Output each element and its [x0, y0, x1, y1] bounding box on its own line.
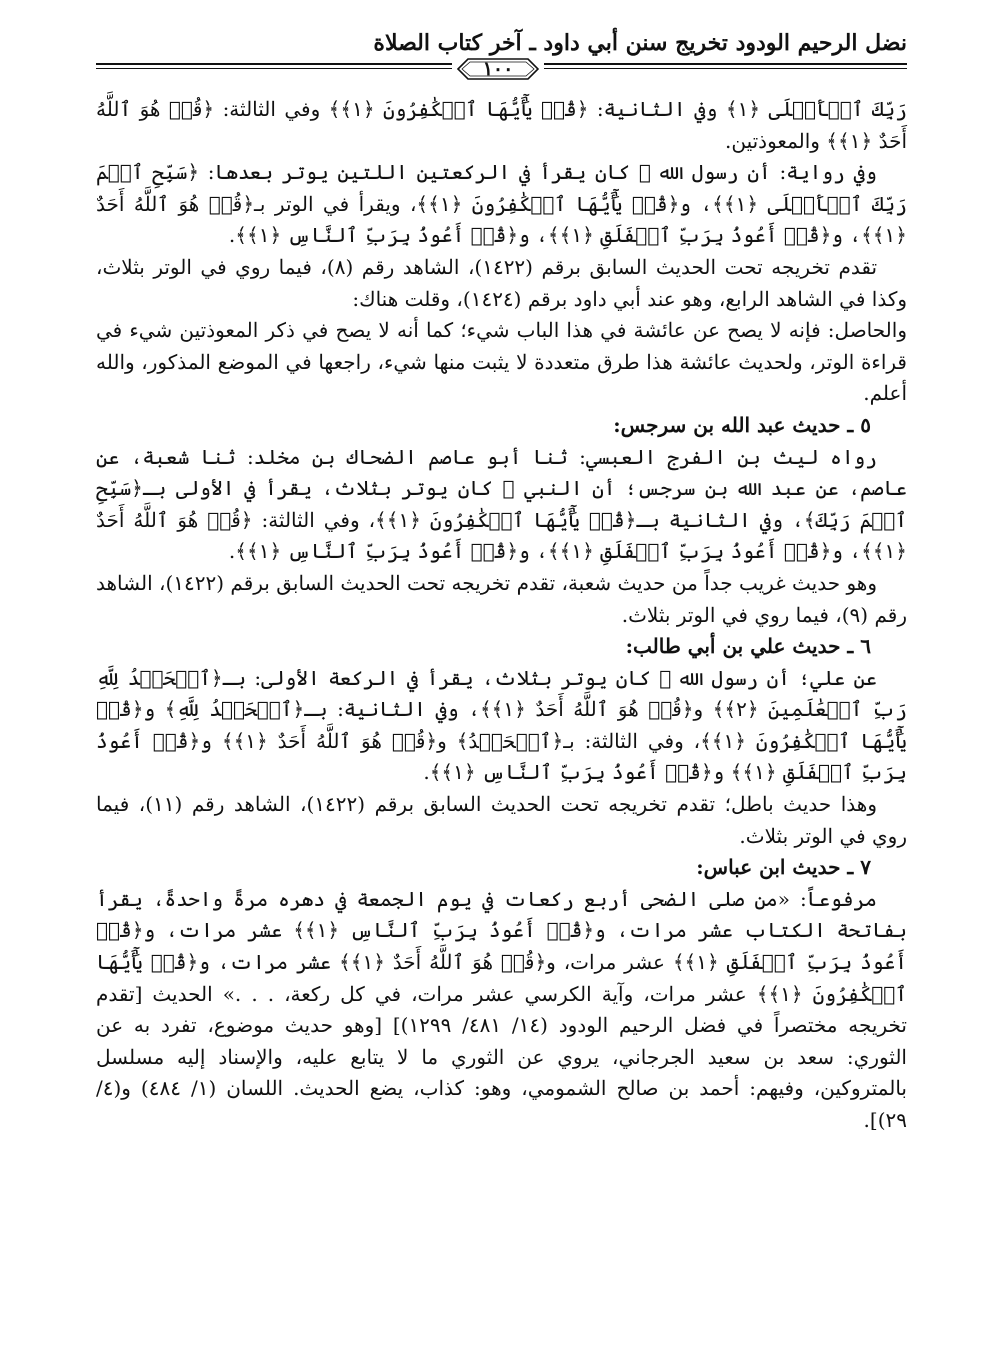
paragraph: عن علي؛ أن رسول الله ﷺ كان يوتر بثلاث، يقرأ في الركعة الأولى: بـ﴿ٱلۡحَمۡدُ لِلَّهِ رَبِّ ٱلۡعَٰلَمِينَ ﴿٢﴾﴾ و﴿قُلۡ هُوَ ٱللَّهُ أَحَدٌ ﴿١﴾﴾، وفي الثانية: بـ﴿ٱلۡحَمۡدُ لِلَّهِ﴾ و﴿قُلۡ يَٰٓأَيُّهَا ٱلۡكَٰفِرُونَ ﴿١﴾﴾، وفي الثالثة: بـ﴿ٱلۡحَمۡدُ﴾ و﴿قُلۡ هُوَ ٱللَّهُ أَحَدٌ ﴿١﴾﴾ و﴿قُلۡ أَعُوذُ بِرَبِّ ٱلۡفَلَقِ ﴿١﴾﴾ و﴿قُلۡ أَعُوذُ بِرَبِّ ٱلنَّاسِ ﴿١﴾﴾. [96, 665, 908, 785]
paragraph: وهذا حديث باطل؛ تقدم تخريجه تحت الحديث السابق برقم (١٤٢٢)، الشاهد رقم (١١)، فيما روي في الوتر بثلاث. [96, 792, 907, 848]
section-heading: ٦ ـ حديث علي بن أبي طالب: [625, 634, 871, 659]
section-heading: ٧ ـ حديث ابن عباس: [696, 855, 871, 880]
running-head: نضل الرحيم الودود تخريج سنن أبي داود ـ آخر كتاب الصلاة [373, 30, 907, 56]
paragraph: رواه ليث بن الفرج العبسي: ثنا أبو عاصم الضحاك بن مخلد: ثنا شعبة، عن عاصم، عن عبد الله بن سرجس؛ أن النبي ﷺ كان يوتر بثلاث، يقرأ في الأولى بـ﴿سَبِّحِ ٱسۡمَ رَبِّكَ﴾، وفي الثانية بـ﴿قُلۡ يَٰٓأَيُّهَا ٱلۡكَٰفِرُونَ ﴿١﴾﴾، وفي الثالثة: ﴿قُلۡ هُوَ ٱللَّهُ أَحَدٌ ﴿١﴾﴾، و﴿قُلۡ أَعُوذُ بِرَبِّ ٱلۡفَلَقِ ﴿١﴾﴾، و﴿قُلۡ أَعُوذُ بِرَبِّ ٱلنَّاسِ ﴿١﴾﴾. [96, 444, 908, 564]
section-heading: ٥ ـ حديث عبد الله بن سرجس: [613, 412, 871, 437]
main-text [96, 94, 907, 1137]
paragraph: وهو حديث غريب جداً من حديث شعبة، تقدم تخريجه تحت الحديث السابق برقم (١٤٢٢)، الشاهد رقم (٩)، فيما روي في الوتر بثلاث. [96, 570, 907, 627]
page-number-badge [452, 56, 544, 82]
page-number: ١٠٠ [482, 58, 514, 80]
paragraph: والحاصل: فإنه لا يصح عن عائشة في هذا الباب شيء؛ كما أنه لا يصح في ذكر المعوذتين شيء في قراءة الوتر، ولحديث عائشة هذا طرق متعددة لا يثبت منها شيء، راجعها في الموضع المذكور، والله أعلم. [96, 318, 907, 406]
paragraph: وفي رواية: أن رسول الله ﷺ كان يقرأ في الركعتين اللتين يوتر بعدها: ﴿سَبِّحِ ٱسۡمَ رَبِّكَ ٱلۡأَعۡلَى ﴿١﴾﴾، و﴿قُلۡ يَٰٓأَيُّهَا ٱلۡكَٰفِرُونَ ﴿١﴾﴾، ويقرأ في الوتر بـ﴿قُلۡ هُوَ ٱللَّهُ أَحَدٌ ﴿١﴾﴾، و﴿قُلۡ أَعُوذُ بِرَبِّ ٱلۡفَلَقِ ﴿١﴾﴾، و﴿قُلۡ أَعُوذُ بِرَبِّ ٱلنَّاسِ ﴿١﴾﴾. [96, 160, 907, 248]
paragraph: تقدم تخريجه تحت الحديث السابق برقم (١٤٢٢)، الشاهد رقم (٨)، فيما روي في الوتر بثلاث، وكذا في الشاهد الرابع، وهو عند أبي داود برقم (١٤٢٤)، وقلت هناك: [96, 254, 907, 311]
paragraph: مرفوعاً: «من صلى الضحى أربع ركعات في يوم الجمعة في دهره مرةً واحدةً، يقرأ بفاتحة الكتاب عشر مرات، و﴿قُلۡ أَعُوذُ بِرَبِّ ٱلنَّاسِ ﴿١﴾﴾ عشر مرات، و﴿قُلۡ أَعُوذُ بِرَبِّ ٱلۡفَلَقِ ﴿١﴾﴾ عشر مرات، و﴿قُلۡ هُوَ ٱللَّهُ أَحَدٌ ﴿١﴾﴾ عشر مرات، و﴿قُلۡ يَٰٓأَيُّهَا ٱلۡكَٰفِرُونَ ﴿١﴾﴾ عشر مرات، وآية الكرسي عشر مرات، في كل ركعة، . . .» الحديث [تقدم تخريجه مختصراً في فضل الرحيم الودود (١٤/ ٤٨١/ ١٢٩٩)] [وهو حديث موضوع، تفرد به عن الثوري: سعد بن سعيد الجرجاني، يروي عن الثوري ما لا يتابع عليه، والإسناد إليه مسلسل بالمتروكين، وفيهم: أحمد بن صالح الشمومي، وهو: كذاب، يضع الحديث. اللسان (١/ ٤٨٤) و(٤/ ٢٩)]. [96, 886, 908, 1132]
paragraph: رَبِّكَ ٱلۡأَعۡلَى ﴿١﴾ وفي الثانية: ﴿قُلۡ يَٰٓأَيُّهَا ٱلۡكَٰفِرُونَ ﴿١﴾﴾ وفي الثالثة: ﴿قُلۡ هُوَ ٱللَّهُ أَحَدٌ ﴿١﴾﴾ والمعوذتين. [96, 97, 907, 153]
